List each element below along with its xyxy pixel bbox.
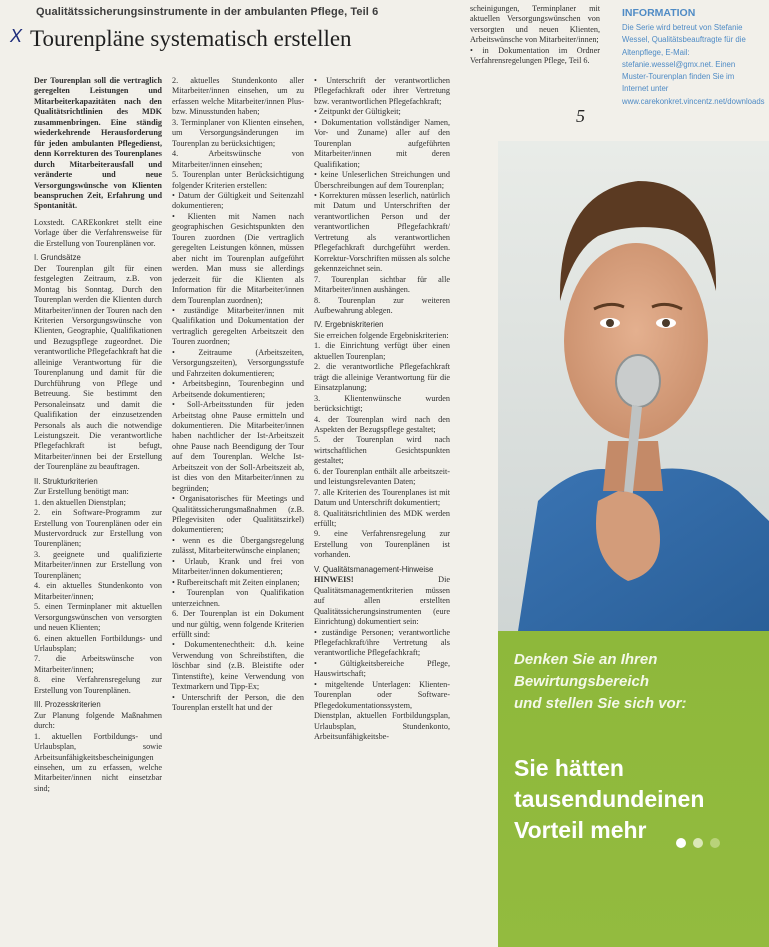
bullet-item: • Unterschrift der verantwortlichen Pflegefachkraft oder ihrer Vertretung bzw. verantwortlichen Pflegefachkraft;	[314, 76, 450, 107]
list-item: 6. Der Tourenplan ist ein Dokument und nur gültig, wenn folgende Kriterien erfüllt sind:	[172, 609, 304, 640]
section-2-intro: Zur Erstellung benötigt man:	[34, 487, 129, 497]
bullet-item: • Arbeitsbeginn, Tourenbeginn und Arbeitsende dokumentieren;	[172, 379, 304, 400]
article-column-1	[34, 76, 162, 944]
bullet-item: • Korrekturen müssen leserlich, natürlich mit Datum und Unterschriften der verantwortlichen Person und der verantwortlichen Pflegefachkraft/ Vertretung als verantwortlichen Pflegefachkraft durchgeführt werden. Korrektur-Vorschriften müssen als solche gekennzeichnet sein.	[314, 191, 450, 275]
ad-question-line: und stellen Sie sich vor:	[514, 695, 687, 712]
bullet-item: • Rufbereitschaft mit Zeiten einplanen;	[172, 578, 304, 588]
bullet-item: • zuständige Mitarbeiter/innen mit Qualifikation und Dokumentation der vertraglich geregelten Arbeitszeit den Touren zuordnen;	[172, 306, 304, 348]
ad-headline-line: Sie hätten	[514, 755, 624, 781]
intro-paragraph: Der Tourenplan soll die vertraglich geregelten Leistungen und Mitarbeiterkapazitäten nach den Qualitätsrichtlinien des MDK zusammenbringen. Eine ständig wiederkehrende Herausforderung für jeden ambulanten Pflegedienst, denn Korrekturen des Tourenplanes durch Mitarbeiterausfall und veränderte und neue Versorgungswünsche von Klienten beanspruchen Zeit, Erfahrung und Spontanität.	[34, 76, 162, 211]
handwritten-page-number: 5	[576, 106, 585, 126]
list-item: 6. der Tourenplan enthält alle arbeitszeit- und leistungsrelevanten Daten;	[314, 466, 450, 487]
section-heading-5: V. Qualitätsmanagement-Hinweise	[314, 564, 434, 574]
section-4-intro: Sie erreichen folgende Ergebniskriterien:	[314, 330, 449, 340]
list-item: 1. die Einrichtung verfügt über einen aktuellen Tourenplan;	[314, 341, 450, 361]
section-heading-1: I. Grundsätze	[34, 253, 81, 263]
article-title: Tourenpläne systematisch erstellen	[30, 26, 352, 51]
list-item: 1. den aktuellen Dienstplan;	[34, 497, 126, 507]
bullet-item: • Datum der Gültigkeit und Seitenzahl dokumentieren;	[172, 191, 304, 212]
ad-headline	[514, 753, 704, 846]
dot-icon	[693, 838, 703, 848]
article-column-3	[314, 76, 450, 944]
dot-icon	[676, 838, 686, 848]
dot-icon	[710, 838, 720, 848]
list-item: 4. Arbeitswünsche von Mitarbeiter/innen einsehen;	[172, 149, 304, 169]
ad-question-line: Bewirtungsbereich	[514, 673, 650, 690]
bullet-item: • Soll-Arbeitsstunden für jeden Arbeitstag ohne Pause ermitteln und dokumentieren. Die Mitarbeiter/innen haben nachtlicher der Ist-Arbeitszeit ohne Pause nach Beendigung der Tour auf dem Tourenplan. Welche Ist-Arbeitszeit von der Soll-Arbeitszeit ab, ist dies von den Mitarbeiter/innen zu begründen;	[172, 400, 304, 494]
section-heading-2: II. Strukturkriterien	[34, 476, 98, 486]
list-item: 7. die Arbeitswünsche von Mitarbeiter/innen;	[34, 654, 162, 674]
list-item: 8. Tourenplan zur weiteren Aufbewahrung ablegen.	[314, 295, 450, 315]
bullet-item: • in Dokumentation im Ordner Verfahrensregelungen Pflege, Teil 6.	[470, 46, 600, 67]
ad-question	[514, 649, 687, 715]
ad-headline-line: Vorteil mehr	[514, 817, 647, 843]
list-item: 3. Terminplaner von Klienten einsehen, um Versorgungsänderungen im Tourenplan zu berücksichtigen;	[172, 117, 304, 148]
lead-paragraph: Loxstedt. CAREkonkret stellt eine Vorlage über die Verfahrensweise für die Erstellung von Tourenplänen vor.	[34, 217, 162, 248]
section-3-intro: Zur Planung folgende Maßnahmen durch:	[34, 710, 162, 731]
ad-green-panel	[498, 631, 769, 947]
bullet-item: • Dokumentenechtheit: d.h. keine Verwendung von Schreibstiften, die löschbar sind (z.B. Bleistifte oder Tintenstifte), keine Verwendung von Textmarkern und Tipp-Ex;	[172, 640, 304, 692]
list-item: 8. Qualitätsrichtlinien des MDK werden erfüllt;	[314, 508, 450, 529]
bullet-item: • keine Unleserlichen Streichungen und Überschreibungen auf dem Tourenplan;	[314, 170, 450, 191]
section-5-text	[314, 575, 450, 627]
list-item: 6. einen aktuellen Fortbildungs- und Urlaubsplan;	[34, 633, 162, 654]
list-item: 3. Klientenwünsche wurden berücksichtigt;	[314, 393, 450, 414]
bullet-item: • mitgeltende Unterlagen: Klienten-Tourenplan oder Software-Pflegedokumentationssystem, Dienstplan, aktuellen Fortbildungsplan, Urlaubsplan, Stundenkonto, Arbeitsunfähigkeitsbe-	[314, 680, 450, 743]
handwritten-x-mark: X	[10, 26, 23, 46]
ad-headline-line: tausendundeinen	[514, 786, 705, 812]
ad-photo-man-with-spoon	[498, 141, 769, 631]
section-heading-4: IV. Ergebniskriterien	[314, 320, 384, 330]
bullet-item: • Zeitpunkt der Gültigkeit;	[314, 107, 450, 117]
list-item: 7. alle Kriterien des Tourenplanes ist mit Datum und Unterschrift dokumentiert;	[314, 487, 450, 508]
ad-question-line: Denken Sie an Ihren	[514, 651, 658, 668]
bullet-item: • Urlaub, Krank und frei von Mitarbeiter/innen dokumentieren;	[172, 557, 304, 578]
section-heading-3: III. Prozesskriterien	[34, 700, 101, 710]
bullet-item: • Organisatorisches für Meetings und Qualitätssicherungsmaßnahmen (z.B. Pflegevisiten oder Qualitätszirkel) dokumentieren;	[172, 494, 304, 536]
bullet-item: • Gültigkeitsbereiche Pflege, Hauswirtschaft;	[314, 659, 450, 680]
bullet-item: • Zeitraume (Arbeitszeiten, Versorgungszeiten), Versorgungsstufe und Fahrzeiten dokumentieren;	[172, 348, 304, 379]
list-item: 7. Tourenplan sichtbar für alle Mitarbeiter/innen aushängen.	[314, 274, 450, 295]
list-item: 2. aktuelles Stundenkonto aller Mitarbeiter/innen einsehen, um zu erfassen welche Mitarbeiter/innen Plus- bzw. Minusstunden haben;	[172, 76, 304, 117]
list-item: 2. ein Software-Programm zur Erstellung von Tourenplänen oder ein Mustervordruck zur Erstellung von Tourenplänen;	[34, 508, 162, 549]
list-item: 4. ein aktuelles Stundenkonto von Mitarbeiter/innen;	[34, 581, 162, 601]
hint-text: Die Qualitätsmanagementkriterien müssen auf allen erstellten Qualitätssicherungsinstrumenten (eure Einrichtung) dokumentiert sein:	[314, 575, 450, 627]
article-column-4	[470, 4, 600, 102]
section-1-text: Der Tourenplan gilt für einen festgelegten Zeitraum, z.B. von Montag bis Sonntag. Durch den Tourenplan werden die Klienten durch Mitarbeiter/innen der Touren nach den Kriterien Versorgungswünsche von Klienten, Geographie, Qualifikationen und Bezugspflege zugeordnet. Die verantwortliche Pflegefachkraft hat die alleinige Verantwortung für die Tourenplanung und damit für die Durchführung von Pflege und Betreuung. Sie bestimmt den Personaleinsatz und damit die Qualifikation der einzusetzenden Personals als auch die notwendige Leistungszeit. Die verantwortliche Pflegefachkraft ist befugt, Mitarbeiter/innen bei der Erstellung der Tourenpläne zu beauftragen.	[34, 263, 162, 472]
bullet-item: • wenn es die Übergangsregelung zulässt, Mitarbeiterwünsche einplanen;	[172, 536, 304, 557]
bullet-item: • Tourenplan von Qualifikation unterzeichnen.	[172, 588, 304, 609]
list-item: 1. aktuellen Fortbildungs- und Urlaubsplan, sowie Arbeitsunfähigkeitsbescheinigungen einsehen, um zu erfassen, welche Mitarbeiter/innen nicht einsetzbar sind;	[34, 731, 162, 793]
bullet-item: • zuständige Personen; verantwortliche Pflegefachkraft/ihre Vertretung als verantwortliche Pflegefachkraft;	[314, 628, 450, 659]
list-item: 9. eine Verfahrensregelung zur Erstellung von Tourenplänen ist vorhanden.	[314, 529, 450, 560]
list-item: 3. geeignete und qualifizierte Mitarbeiter/innen zur Erstellung von Tourenplänen;	[34, 549, 162, 580]
bullet-item: • Unterschrift der Person, die den Tourenplan erstellt hat und der	[172, 693, 304, 714]
continuation-text: scheinigungen, Terminplaner mit aktuellen Versorgungswünschen von versorgten und neuen Klienten, Arbeitswünsche von Mitarbeiter/innen;	[470, 4, 600, 45]
ad-dots	[676, 835, 723, 853]
hint-label: HINWEIS!	[314, 575, 354, 585]
list-item: 4. der Tourenplan wird nach den Aspekten der Bezugspflege gestaltet;	[314, 414, 450, 434]
series-kicker: Qualitätssicherungsinstrumente in der ambulanten Pflege, Teil 6	[36, 6, 379, 18]
info-box-title: INFORMATION	[622, 7, 696, 19]
article-column-2	[172, 76, 304, 944]
info-box-text: Die Serie wird betreut von Stefanie Wessel, Qualitätsbeauftragte für die Altenpflege, E-Mail: stefanie.wessel@gmx.net. Einen Muster-Tourenplan finden Sie im Internet unter www.carekonkret.vincentz.net/downloads	[622, 23, 765, 106]
list-item: 5. der Tourenplan wird nach wirtschaftlichen Gesichtspunkten gestaltet;	[314, 435, 450, 466]
list-item: 2. die verantwortliche Pflegefachkraft trägt die alleinige Verantwortung für die Einsatzplanung;	[314, 362, 450, 393]
list-item: 5. Tourenplan unter Berücksichtigung folgender Kriterien erstellen:	[172, 170, 304, 190]
bullet-item: • Dokumentation vollständiger Namen, Vor- und Zuname) aller auf den Tourenplan aufgeführten Mitarbeiter/innen mit deren Qualifikation;	[314, 118, 450, 170]
list-item: 5. einen Terminplaner mit aktuellen Versorgungswünschen von versorgten und neuen Klienten;	[34, 602, 162, 633]
advertisement	[498, 141, 769, 947]
list-item: 8. eine Verfahrensregelung zur Erstellung von Tourenplänen.	[34, 675, 162, 695]
bullet-item: • Klienten mit Namen nach geographischen Gesichtspunkten den Touren zuordnen (Die vertraglich geregelten Leistungen können, müssen aber nicht im Tourenplan aufgeführt werden. Man muss sie allerdings jederzeit für die Klienten als Information für die Mitarbeiter/innen dem Tourenplan zuordnen);	[172, 212, 304, 306]
